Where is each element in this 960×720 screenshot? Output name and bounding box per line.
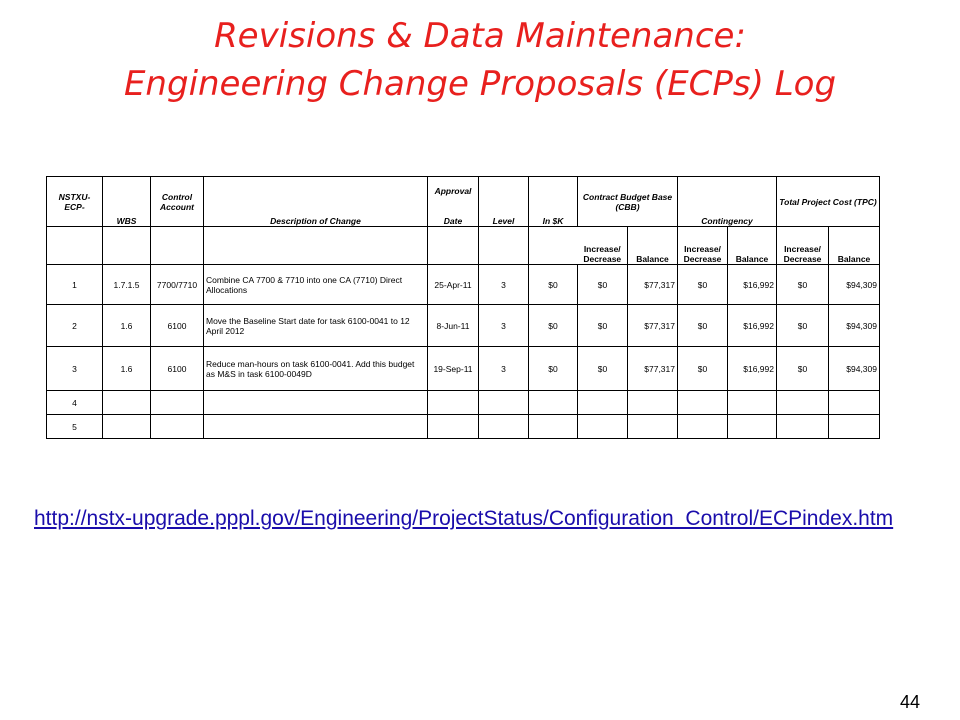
subheader-cont-increase: Increase/ Decrease xyxy=(678,227,728,265)
row-ecp: 2 xyxy=(47,305,103,347)
row-in-k: $0 xyxy=(529,265,578,305)
slide-title xyxy=(0,12,960,108)
header-control-account: Control Account xyxy=(151,177,204,227)
table-row xyxy=(47,415,880,439)
table-row xyxy=(47,265,880,305)
row-ecp: 3 xyxy=(47,347,103,391)
row-cbb-balance: $77,317 xyxy=(628,305,678,347)
row-tpc-balance: $94,309 xyxy=(829,265,880,305)
row-cont-balance: $16,992 xyxy=(728,305,777,347)
header-ecp: NSTXU-ECP- xyxy=(47,177,103,227)
row-level: 3 xyxy=(479,265,529,305)
header-cbb: Contract Budget Base (CBB) xyxy=(578,177,678,227)
row-cont-balance: $16,992 xyxy=(728,347,777,391)
title-line-1: Revisions & Data Maintenance: xyxy=(214,16,746,56)
table-row xyxy=(47,391,880,415)
subheader-tpc-balance: Balance xyxy=(829,227,880,265)
subheader-tpc-increase: Increase/ Decrease xyxy=(777,227,829,265)
subheader-cbb-balance: Balance xyxy=(628,227,678,265)
row-level: 3 xyxy=(479,305,529,347)
page-number: 44 xyxy=(899,692,920,712)
row-cbb-increase: $0 xyxy=(578,305,628,347)
row-level: 3 xyxy=(479,347,529,391)
subheader-cont-balance: Balance xyxy=(728,227,777,265)
row-ecp: 5 xyxy=(47,415,103,439)
header-tpc: Total Project Cost (TPC) xyxy=(777,177,880,227)
header-row xyxy=(47,177,880,227)
ecp-log-table xyxy=(46,176,880,439)
table-row xyxy=(47,347,880,391)
row-tpc-increase: $0 xyxy=(777,265,829,305)
row-description: Move the Baseline Start date for task 6100-0041 to 12 April 2012 xyxy=(204,305,428,347)
header-approval-date xyxy=(428,177,479,227)
row-wbs: 1.6 xyxy=(103,347,151,391)
row-description: Reduce man-hours on task 6100-0041. Add this budget as M&S in task 6100-0049D xyxy=(204,347,428,391)
header-in-k: In $K xyxy=(529,177,578,227)
row-wbs: 1.6 xyxy=(103,305,151,347)
table-row xyxy=(47,305,880,347)
row-date: 8-Jun-11 xyxy=(428,305,479,347)
subheader-cbb-increase: Increase/ Decrease xyxy=(578,227,628,265)
row-tpc-balance: $94,309 xyxy=(829,305,880,347)
row-control-account: 7700/7710 xyxy=(151,265,204,305)
row-cbb-increase: $0 xyxy=(578,347,628,391)
header-contingency: Contingency xyxy=(678,177,777,227)
row-description: Combine CA 7700 & 7710 into one CA (7710) Direct Allocations xyxy=(204,265,428,305)
row-date: 25-Apr-11 xyxy=(428,265,479,305)
row-cbb-increase: $0 xyxy=(578,265,628,305)
row-wbs: 1.7.1.5 xyxy=(103,265,151,305)
row-ecp: 4 xyxy=(47,391,103,415)
header-date-label: Date xyxy=(443,216,463,226)
row-in-k: $0 xyxy=(529,305,578,347)
row-date: 19-Sep-11 xyxy=(428,347,479,391)
row-cont-increase: $0 xyxy=(678,265,728,305)
header-approval-label: Approval xyxy=(434,186,472,196)
row-cbb-balance: $77,317 xyxy=(628,347,678,391)
row-tpc-increase: $0 xyxy=(777,305,829,347)
row-control-account: 6100 xyxy=(151,347,204,391)
header-description: Description of Change xyxy=(204,177,428,227)
row-ecp: 1 xyxy=(47,265,103,305)
title-line-2: Engineering Change Proposals (ECPs) Log xyxy=(123,64,837,104)
row-cont-increase: $0 xyxy=(678,305,728,347)
row-tpc-increase: $0 xyxy=(777,347,829,391)
header-level: Level xyxy=(479,177,529,227)
subheader-row xyxy=(47,227,880,265)
ecp-index-link[interactable]: http://nstx-upgrade.pppl.gov/Engineering/ProjectStatus/Configuration_Control/ECPindex.htm xyxy=(34,507,894,530)
row-cont-balance: $16,992 xyxy=(728,265,777,305)
row-cont-increase: $0 xyxy=(678,347,728,391)
row-in-k: $0 xyxy=(529,347,578,391)
row-tpc-balance: $94,309 xyxy=(829,347,880,391)
row-cbb-balance: $77,317 xyxy=(628,265,678,305)
header-wbs: WBS xyxy=(103,177,151,227)
row-control-account: 6100 xyxy=(151,305,204,347)
